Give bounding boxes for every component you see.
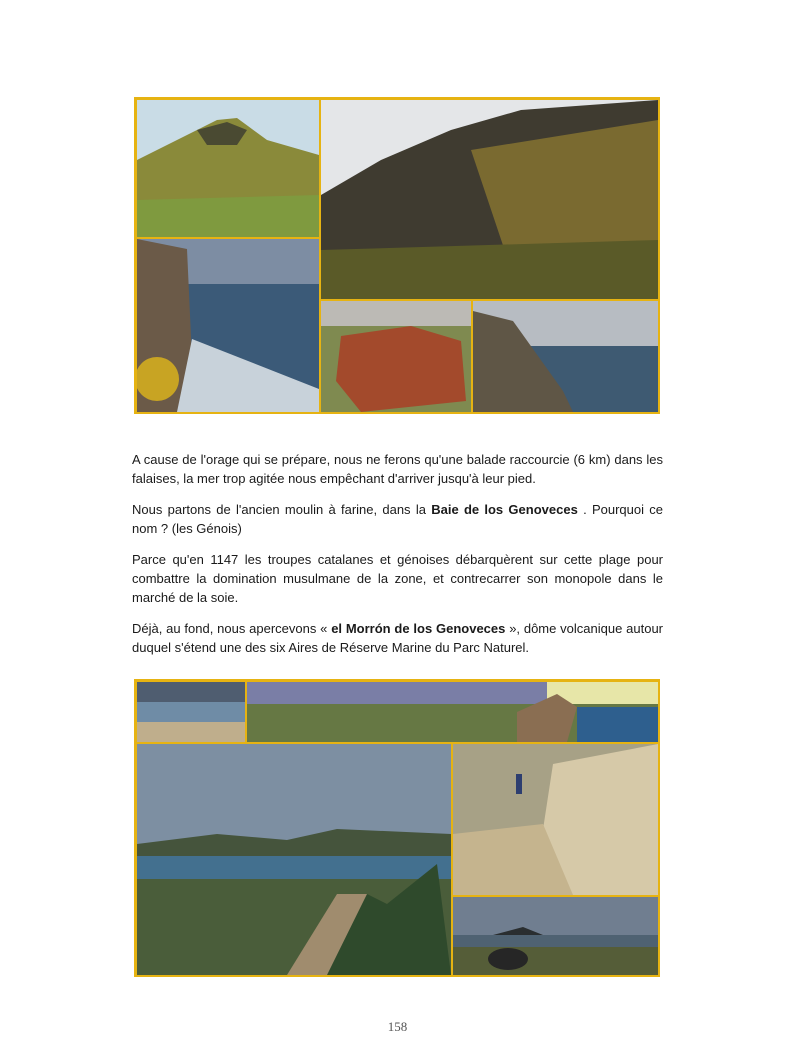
photo-panorama: [247, 682, 658, 742]
photo-green-hill: [137, 100, 319, 237]
photo-dark-cliffs: [321, 100, 658, 299]
photo-sea-headland: [473, 301, 658, 412]
paragraph-4: Déjà, au fond, nous apercevons « el Morrón de los Genoveces », dôme volcanique autour duquel s'étend une des six Aires de Réserve Marine du Parc Naturel.: [132, 621, 664, 655]
photo-red-rock: [321, 301, 471, 412]
text-block: [132, 450, 663, 669]
place-baie-de-los-genoveces: Baie de los Genoveces: [431, 502, 578, 517]
photo-coast-rocks: [137, 239, 319, 412]
photo-grey-bay: [453, 897, 658, 975]
place-morron-de-los-genoveces: el Morrón de los Genoveces: [331, 621, 506, 636]
paragraph-3: Parce qu'en 1147 les troupes catalanes et génoises débarquèrent sur cette plage pour combattre la domination musulmane de la zone, et contrecarrer son monopole dans le marché de la soie.: [132, 552, 663, 605]
photo-rocky-walker: [453, 744, 658, 895]
photo-beach-left: [137, 682, 245, 742]
page-number: 158: [387, 1019, 408, 1034]
top-photo-collage: [134, 97, 660, 414]
paragraph-1: A cause de l'orage qui se prépare, nous ne ferons qu'une balade raccourcie (6 km) dans les falaises, la mer trop agitée nous empêchant d'arriver jusqu'à leur pied.: [132, 452, 663, 486]
paragraph-2: Nous partons de l'ancien moulin à farine, dans la Baie de los Genoveces . Pourquoi ce nom ? (les Génois): [132, 502, 663, 536]
bottom-photo-collage: [134, 679, 660, 977]
photo-agave-bay: [137, 744, 451, 975]
